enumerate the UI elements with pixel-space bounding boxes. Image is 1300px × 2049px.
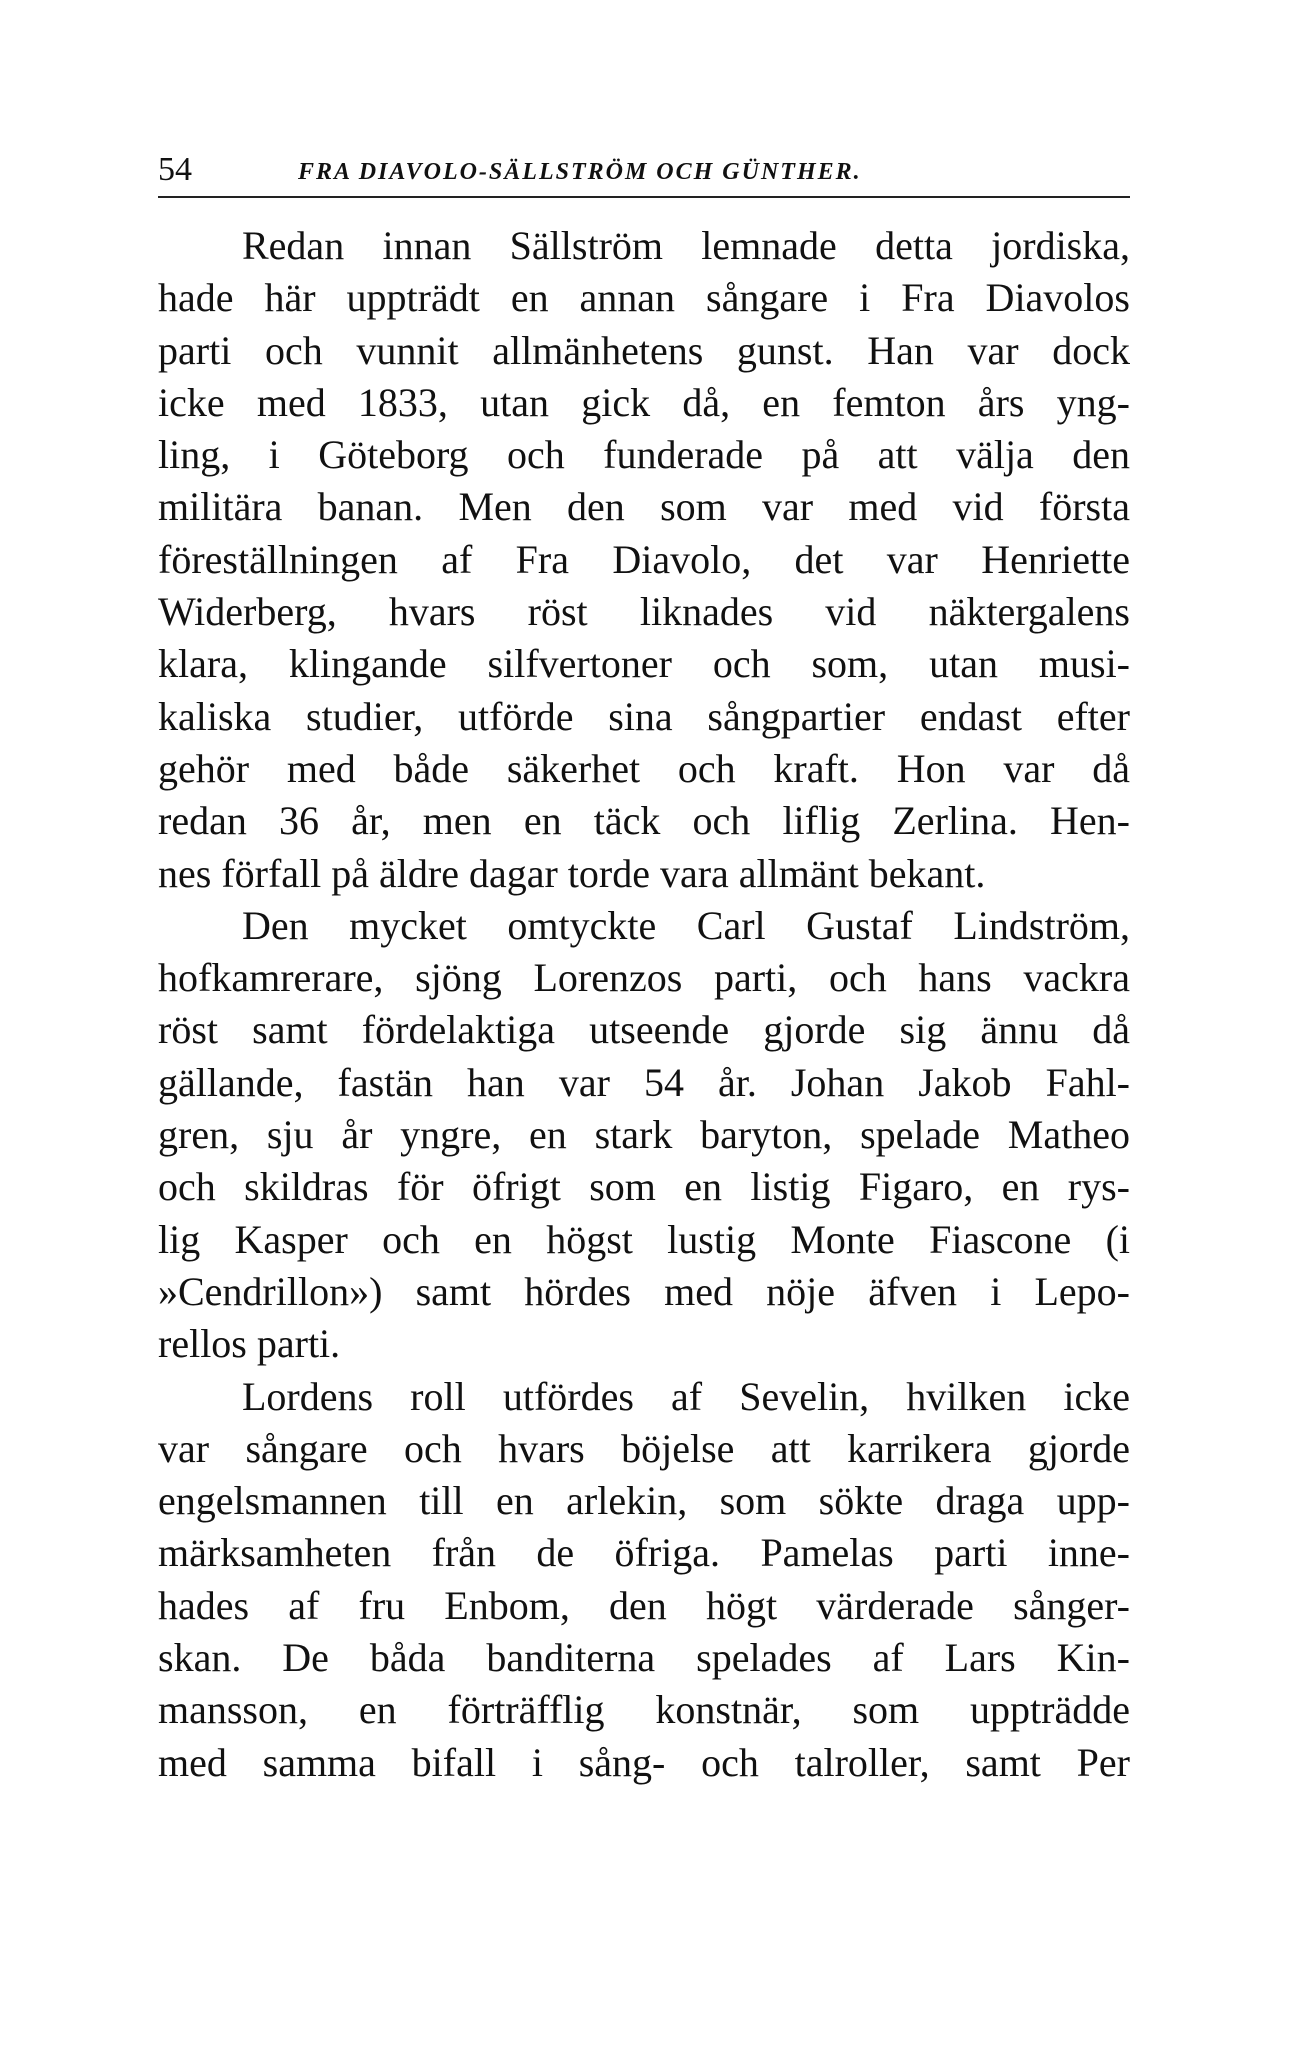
running-header bbox=[158, 150, 1130, 198]
page-number: 54 bbox=[158, 151, 192, 188]
text-line: hofkamrerare, sjöng Lorenzos parti, och hans vackra bbox=[158, 955, 1130, 1001]
body-text bbox=[158, 220, 1130, 1789]
text-line: föreställningen af Fra Diavolo, det var Henriette bbox=[158, 536, 1130, 582]
text-line: parti och vunnit allmänhetens gunst. Han var dock bbox=[158, 327, 1130, 373]
text-line: »Cendrillon») samt hördes med nöje äfven i Lepo- bbox=[158, 1268, 1130, 1314]
text-line: ling, i Göteborg och funderade på att välja den bbox=[158, 432, 1130, 478]
text-line: gällande, fastän han var 54 år. Johan Jakob Fahl- bbox=[158, 1059, 1130, 1105]
text-line: militära banan. Men den som var med vid första bbox=[158, 484, 1130, 530]
text-line: lig Kasper och en högst lustig Monte Fiascone (i bbox=[158, 1216, 1130, 1262]
text-line: gren, sju år yngre, en stark baryton, spelade Matheo bbox=[158, 1112, 1130, 1158]
text-line: Redan innan Sällström lemnade detta jordiska, bbox=[242, 223, 1130, 268]
text-line: engelsmannen till en arlekin, som sökte draga upp- bbox=[158, 1478, 1130, 1524]
text-line: hade här uppträdt en annan sångare i Fra Diavolos bbox=[158, 275, 1130, 321]
text-line: gehör med både säkerhet och kraft. Hon var då bbox=[158, 745, 1130, 791]
book-page bbox=[158, 150, 1130, 1789]
running-title: FRA DIAVOLO-SÄLLSTRÖM OCH GÜNTHER. bbox=[298, 159, 862, 185]
text-line: skan. De båda banditerna spelades af Lars Kin- bbox=[158, 1635, 1130, 1681]
text-line: klara, klingande silfvertoner och som, utan musi- bbox=[158, 641, 1130, 687]
text-line: nes förfall på äldre dagar torde vara allmänt bekant. bbox=[158, 850, 986, 896]
text-line: Lordens roll utfördes af Sevelin, hvilken icke bbox=[242, 1373, 1130, 1419]
text-line: icke med 1833, utan gick då, en femton års yng- bbox=[158, 379, 1130, 425]
text-line: och skildras för öfrigt som en listig Figaro, en rys- bbox=[158, 1164, 1130, 1210]
text-line: märksamheten från de öfriga. Pamelas parti inne- bbox=[158, 1530, 1130, 1576]
text-line: rellos parti. bbox=[158, 1321, 341, 1367]
text-line: hades af fru Enbom, den högt värderade sånger- bbox=[158, 1582, 1130, 1628]
text-line: redan 36 år, men en täck och liflig Zerlina. Hen- bbox=[158, 798, 1130, 844]
text-line: kaliska studier, utförde sina sångpartier endast efter bbox=[158, 693, 1130, 739]
text-line: röst samt fördelaktiga utseende gjorde sig ännu då bbox=[158, 1007, 1130, 1053]
text-line: Den mycket omtyckte Carl Gustaf Lindström, bbox=[242, 902, 1130, 948]
text-line: var sångare och hvars böjelse att karrikera gjorde bbox=[158, 1425, 1130, 1471]
text-line: med samma bifall i sång- och talroller, samt Per bbox=[158, 1739, 1130, 1785]
text-line: Widerberg, hvars röst liknades vid näktergalens bbox=[158, 589, 1130, 635]
text-line: mansson, en förträfflig konstnär, som uppträdde bbox=[158, 1687, 1130, 1733]
